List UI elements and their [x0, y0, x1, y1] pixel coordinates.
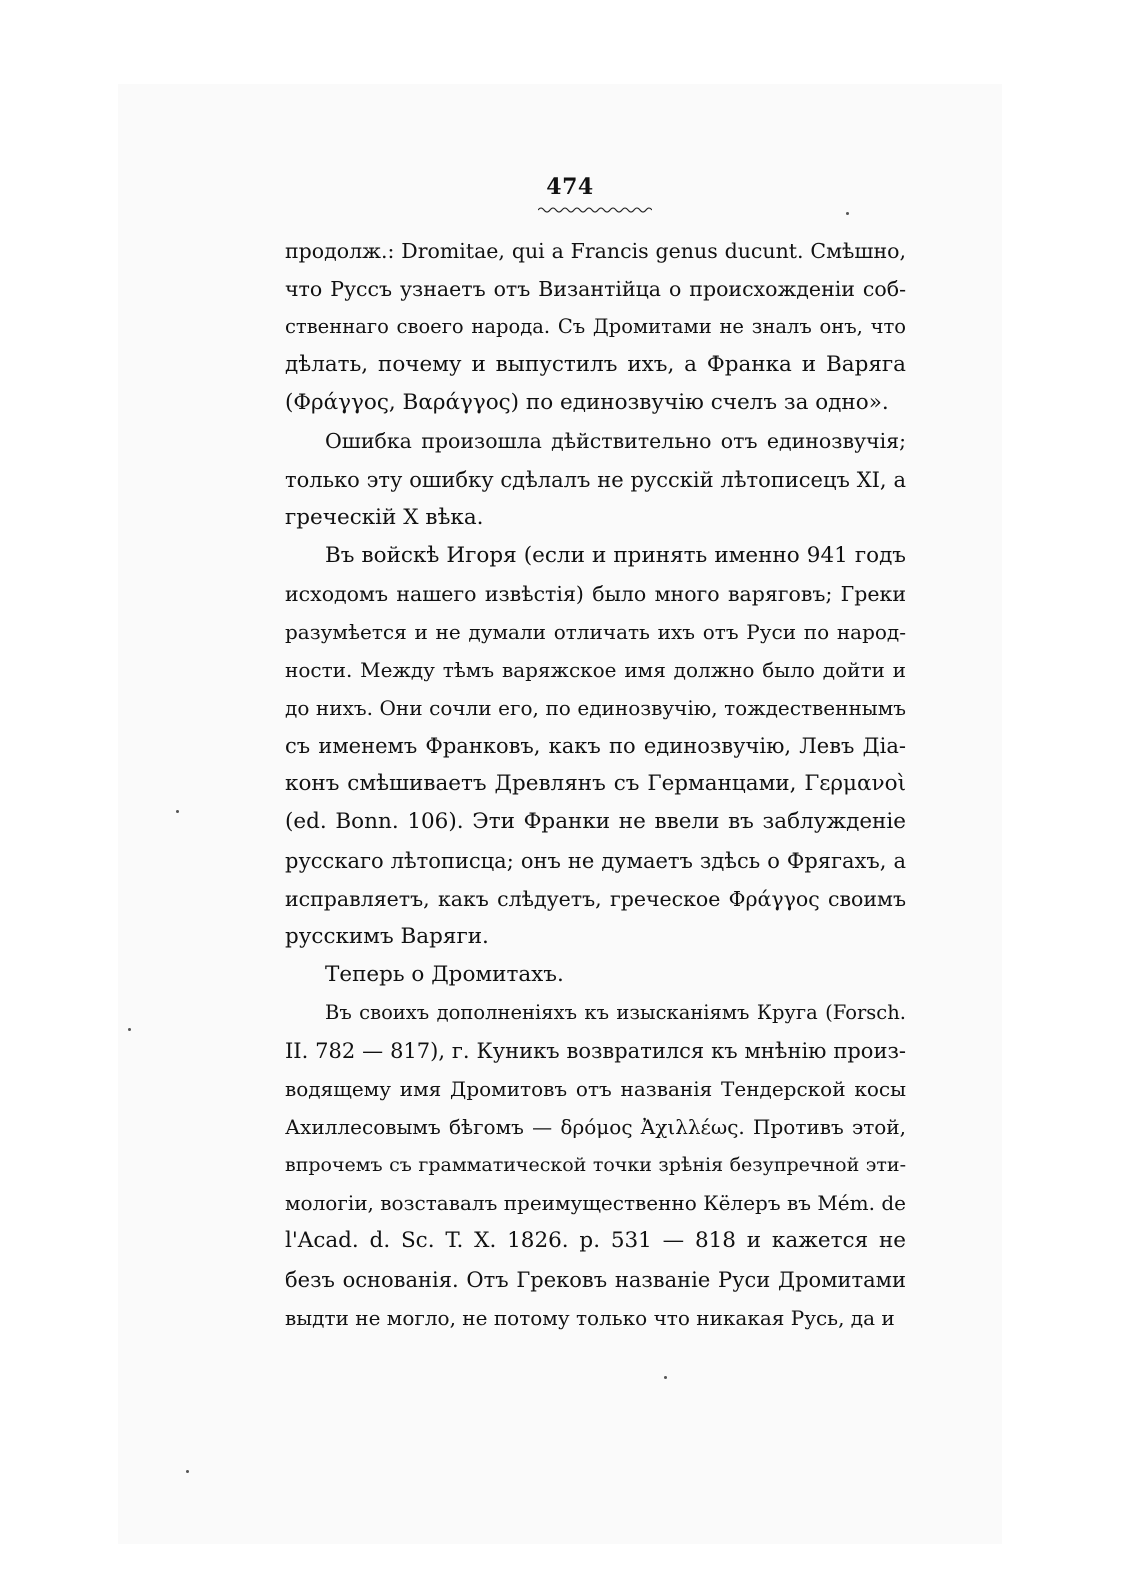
text-line: l'Acad. d. Sc. T. X. 1826. p. 531 — 818 и кажется не: [285, 1228, 906, 1254]
text-line: русскимъ Варяги.: [285, 923, 489, 949]
text-line: съ именемъ Франковъ, какъ по единозвучію, Левъ Діа-: [285, 734, 906, 759]
text-line: исправляетъ, какъ слѣдуетъ, греческое Φράγγος своимъ: [285, 886, 906, 911]
text-line: выдти не могло, не потому только что никакая Русь, да и: [285, 1305, 895, 1330]
text-line: (Φράγγος, Βαράγγος) по единозвучію счелъ за одно».: [285, 390, 889, 416]
speck: [846, 212, 849, 215]
text-line: II. 782 — 817), г. Куникъ возвратился къ мнѣнію произ-: [285, 1038, 906, 1063]
text-line: Ахиллесовымъ бѣгомъ — δρόμος Ἀχιλλέως. Противъ этой,: [285, 1115, 906, 1140]
text-line: безъ основанія. Отъ Грековъ названіе Руси Дромитами: [285, 1267, 906, 1292]
paragraph: [285, 994, 906, 1337]
paragraph: [285, 232, 906, 422]
text-line: мологіи, возставалъ преимущественно Кёлеръ въ Mém. de: [285, 1191, 906, 1216]
text-line: что Руссъ узнаетъ отъ Византійца о происхожденіи соб-: [285, 277, 906, 302]
text-line: водящему имя Дромитовъ отъ названія Тендерской косы: [285, 1077, 906, 1102]
text-line: только эту ошибку сдѣлалъ не русскій лѣтописецъ XI, а: [285, 467, 906, 492]
text-line: Теперь о Дромитахъ.: [325, 961, 564, 987]
paragraph: [285, 537, 906, 956]
text-line: конъ смѣшиваетъ Древлянъ съ Германцами, Γερμανοὶ: [285, 771, 906, 797]
text-line: дѣлать, почему и выпустилъ ихъ, а Франка и Варяга: [285, 352, 906, 378]
speck: [664, 1376, 667, 1379]
paragraph: [285, 422, 906, 536]
text-line: Ошибка произошла дѣйствительно отъ единозвучія;: [325, 429, 906, 454]
speck: [176, 810, 179, 813]
speck: [186, 1470, 189, 1473]
page-number: 474: [546, 174, 594, 200]
text-line: русскаго лѣтописца; онъ не думаетъ здѣсь о Фрягахъ, а: [285, 848, 906, 873]
text-line: Въ войскѣ Игоря (если и принять именно 941 годъ: [325, 542, 906, 568]
text-line: ности. Между тѣмъ варяжское имя должно было дойти и: [285, 658, 906, 683]
body-text: [285, 232, 906, 1337]
paragraph: [285, 956, 906, 994]
text-line: разумѣется и не думали отличать ихъ отъ Руси по народ-: [285, 619, 906, 644]
text-line: до нихъ. Они сочли его, по единозвучію, тождественнымъ: [285, 696, 906, 721]
text-line: греческій X вѣка.: [285, 504, 484, 530]
wavy-rule-ornament: [538, 206, 652, 214]
text-line: ственнаго своего народа. Съ Дромитами не зналъ онъ, что: [285, 315, 906, 339]
text-line: исходомъ нашего извѣстія) было много варяговъ; Греки: [285, 581, 906, 606]
text-line: Въ своихъ дополненіяхъ къ изысканіямъ Круга (Forsch.: [325, 1000, 906, 1024]
speck: [128, 1028, 131, 1031]
text-line: (ed. Bonn. 106). Эти Франки не ввели въ заблужденіе: [285, 809, 906, 835]
text-line: впрочемъ съ грамматической точки зрѣнія безупречной эти-: [285, 1154, 906, 1177]
text-line: продолж.: Dromitae, qui a Francis genus ducunt. Смѣшно,: [285, 239, 906, 263]
